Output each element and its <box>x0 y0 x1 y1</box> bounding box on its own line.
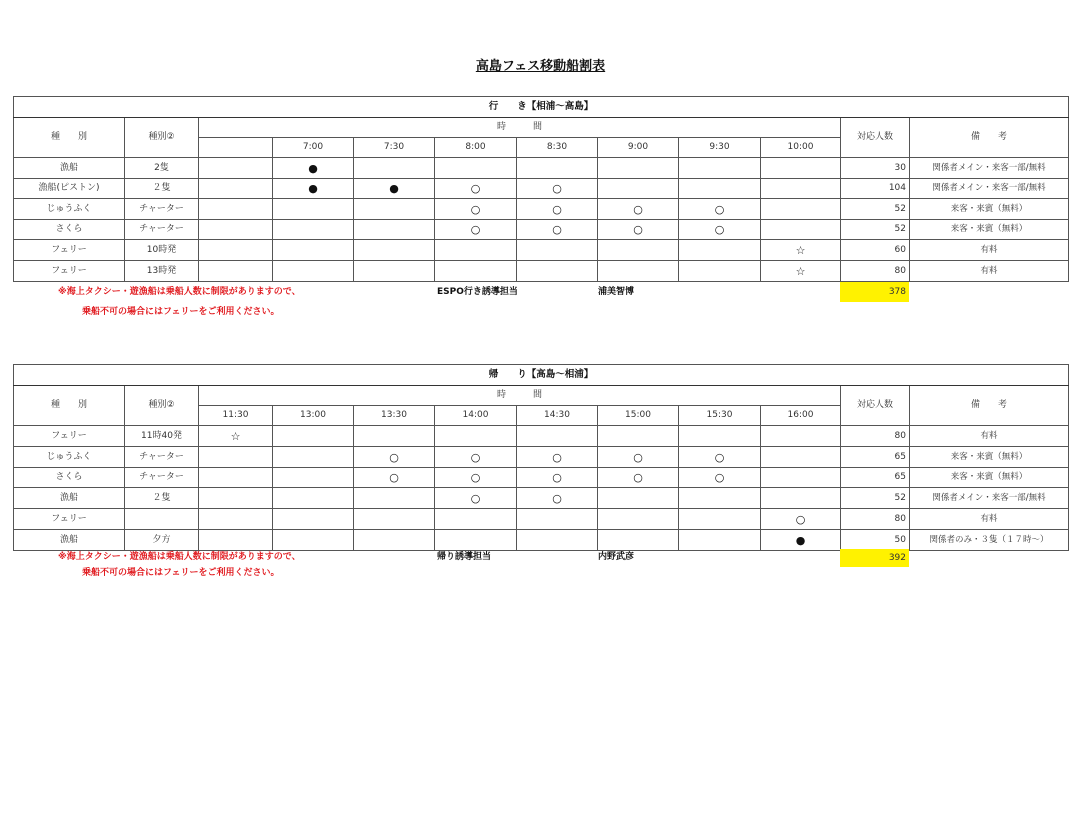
slot-cell: ○ <box>598 447 679 468</box>
slot-cell <box>199 468 273 488</box>
slot-cell <box>273 488 354 509</box>
slot-cell <box>679 426 761 447</box>
vessel-detail: 夕方 <box>125 530 199 551</box>
time-label: 7:30 <box>354 138 435 158</box>
slot-cell <box>517 509 598 530</box>
notes-cell: 関係者メイン・来客一部/無料 <box>910 158 1069 179</box>
slot-cell <box>354 158 435 179</box>
capacity-header: 対応人数 <box>841 386 910 426</box>
slot-cell: ○ <box>679 199 761 220</box>
capacity-cell: 104 <box>841 179 910 199</box>
capacity-warning-line2: 乗船不可の場合にはフェリーをご利用ください。 <box>82 568 280 578</box>
slot-cell <box>273 261 354 282</box>
slot-cell <box>199 447 273 468</box>
slot-cell <box>517 426 598 447</box>
table-row <box>14 261 1069 282</box>
slot-cell <box>598 240 679 261</box>
slot-cell <box>273 199 354 220</box>
vessel-detail: チャーター <box>125 447 199 468</box>
slot-cell <box>435 261 517 282</box>
vessel-type: さくら <box>14 220 125 240</box>
slot-cell: ○ <box>598 220 679 240</box>
vessel-detail: チャーター <box>125 199 199 220</box>
slot-cell <box>679 509 761 530</box>
slot-cell: ○ <box>517 488 598 509</box>
slot-cell <box>199 158 273 179</box>
guide-person-name: 浦美智博 <box>598 287 635 297</box>
time-label: 7:00 <box>273 138 354 158</box>
capacity-header: 対応人数 <box>841 118 910 158</box>
slot-cell <box>354 426 435 447</box>
slot-cell <box>354 530 435 551</box>
slot-cell <box>761 488 841 509</box>
slot-cell <box>354 488 435 509</box>
slot-cell <box>598 509 679 530</box>
page-title: 高島フェス移動船割表 <box>475 59 606 74</box>
slot-cell <box>273 468 354 488</box>
slot-cell <box>679 240 761 261</box>
capacity-cell: 80 <box>841 509 910 530</box>
capacity-warning-line1: ※海上タクシー・遊漁船は乗船人数に制限がありますので、 <box>58 552 301 562</box>
slot-cell: ○ <box>679 447 761 468</box>
slot-cell <box>354 509 435 530</box>
slot-cell: ○ <box>598 199 679 220</box>
slot-cell <box>273 240 354 261</box>
time-label: 10:00 <box>761 138 841 158</box>
vessel-detail: チャーター <box>125 468 199 488</box>
slot-cell: ○ <box>517 468 598 488</box>
slot-cell <box>273 530 354 551</box>
slot-cell <box>354 220 435 240</box>
type2-header: 種別② <box>125 386 199 426</box>
slot-cell <box>199 220 273 240</box>
vessel-detail <box>125 509 199 530</box>
vessel-type: フェリー <box>14 509 125 530</box>
slot-cell <box>435 509 517 530</box>
total-capacity-cell: 392 <box>840 549 909 567</box>
slot-cell: ○ <box>517 447 598 468</box>
table-heading-row <box>14 365 1069 386</box>
slot-cell: ● <box>354 179 435 199</box>
table-heading: 行 き【相浦～高島】 <box>14 97 1069 118</box>
header-row <box>14 118 1069 138</box>
notes-cell: 関係者のみ・３隻（１７時～） <box>910 530 1069 551</box>
slot-cell <box>199 530 273 551</box>
time-header: 時 間 <box>199 386 841 406</box>
time-label: 14:00 <box>435 406 517 426</box>
slot-cell <box>199 199 273 220</box>
vessel-type: 漁船(ピストン) <box>14 179 125 199</box>
slot-cell: ○ <box>517 199 598 220</box>
slot-cell <box>517 261 598 282</box>
slot-cell: ☆ <box>761 240 841 261</box>
slot-cell <box>199 179 273 199</box>
slot-cell <box>273 426 354 447</box>
time-label: 8:30 <box>517 138 598 158</box>
time-label: 9:30 <box>679 138 761 158</box>
slot-cell <box>598 530 679 551</box>
slot-cell <box>273 220 354 240</box>
time-label: 11:30 <box>199 406 273 426</box>
time-label: 15:30 <box>679 406 761 426</box>
slot-cell <box>199 240 273 261</box>
slot-cell <box>598 261 679 282</box>
capacity-cell: 52 <box>841 199 910 220</box>
capacity-cell: 65 <box>841 447 910 468</box>
slot-cell <box>679 261 761 282</box>
slot-cell <box>679 530 761 551</box>
table-row <box>14 468 1069 488</box>
capacity-cell: 50 <box>841 530 910 551</box>
vessel-detail: チャーター <box>125 220 199 240</box>
slot-cell <box>679 158 761 179</box>
slot-cell <box>354 199 435 220</box>
header-row <box>14 386 1069 406</box>
vessel-detail: 11時40発 <box>125 426 199 447</box>
notes-cell: 有料 <box>910 240 1069 261</box>
table-row <box>14 240 1069 261</box>
capacity-warning-line1: ※海上タクシー・遊漁船は乗船人数に制限がありますので、 <box>58 287 301 297</box>
slot-cell <box>435 426 517 447</box>
notes-cell: 有料 <box>910 261 1069 282</box>
notes-header: 備 考 <box>910 118 1069 158</box>
slot-cell <box>598 488 679 509</box>
guide-role-label: ESPO行き誘導担当 <box>437 287 518 297</box>
table-row <box>14 199 1069 220</box>
notes-cell: 有料 <box>910 426 1069 447</box>
table-row <box>14 426 1069 447</box>
slot-cell: ○ <box>354 447 435 468</box>
slot-cell <box>679 179 761 199</box>
slot-cell <box>517 530 598 551</box>
slot-cell: ○ <box>354 468 435 488</box>
notes-header: 備 考 <box>910 386 1069 426</box>
slot-cell <box>598 158 679 179</box>
time-label: 14:30 <box>517 406 598 426</box>
capacity-cell: 52 <box>841 488 910 509</box>
vessel-type: 漁船 <box>14 488 125 509</box>
slot-cell <box>761 199 841 220</box>
slot-cell <box>761 447 841 468</box>
slot-cell <box>598 426 679 447</box>
time-label: 15:00 <box>598 406 679 426</box>
table-row <box>14 447 1069 468</box>
vessel-detail: 2隻 <box>125 158 199 179</box>
slot-cell: ● <box>761 530 841 551</box>
slot-cell <box>354 261 435 282</box>
capacity-warning-line2: 乗船不可の場合にはフェリーをご利用ください。 <box>82 307 280 317</box>
table-row <box>14 488 1069 509</box>
slot-cell: ○ <box>761 509 841 530</box>
table-heading-row <box>14 97 1069 118</box>
notes-cell: 来客・来賓（無料） <box>910 199 1069 220</box>
notes-cell: 来客・来賓（無料） <box>910 220 1069 240</box>
outbound-schedule-table <box>13 96 1069 282</box>
slot-cell <box>273 509 354 530</box>
slot-cell <box>199 509 273 530</box>
table-row <box>14 158 1069 179</box>
slot-cell: ☆ <box>761 261 841 282</box>
time-label <box>199 138 273 158</box>
slot-cell: ○ <box>435 179 517 199</box>
table-row <box>14 509 1069 530</box>
vessel-type: フェリー <box>14 261 125 282</box>
capacity-cell: 80 <box>841 261 910 282</box>
slot-cell <box>199 261 273 282</box>
slot-cell <box>761 220 841 240</box>
time-label: 8:00 <box>435 138 517 158</box>
vessel-type: 漁船 <box>14 158 125 179</box>
vessel-detail: ２隻 <box>125 179 199 199</box>
slot-cell: ○ <box>679 468 761 488</box>
slot-cell <box>517 240 598 261</box>
time-label: 13:30 <box>354 406 435 426</box>
time-label: 13:00 <box>273 406 354 426</box>
slot-cell: ○ <box>679 220 761 240</box>
table-heading: 帰 り【高島～相浦】 <box>14 365 1069 386</box>
vessel-type: フェリー <box>14 426 125 447</box>
slot-cell: ○ <box>517 179 598 199</box>
time-label: 16:00 <box>761 406 841 426</box>
slot-cell <box>517 158 598 179</box>
type-header: 種 別 <box>14 118 125 158</box>
slot-cell: ○ <box>435 220 517 240</box>
slot-cell <box>435 530 517 551</box>
vessel-detail: 10時発 <box>125 240 199 261</box>
vessel-type: さくら <box>14 468 125 488</box>
capacity-cell: 65 <box>841 468 910 488</box>
vessel-detail: ２隻 <box>125 488 199 509</box>
table-row <box>14 179 1069 199</box>
slot-cell <box>435 158 517 179</box>
notes-cell: 関係者メイン・来客一部/無料 <box>910 179 1069 199</box>
slot-cell <box>273 447 354 468</box>
guide-role-label: 帰り誘導担当 <box>437 552 492 562</box>
slot-cell <box>679 488 761 509</box>
table-row <box>14 530 1069 551</box>
slot-cell <box>761 426 841 447</box>
slot-cell: ○ <box>435 199 517 220</box>
slot-cell: ● <box>273 179 354 199</box>
vessel-type: フェリー <box>14 240 125 261</box>
slot-cell <box>761 179 841 199</box>
capacity-cell: 80 <box>841 426 910 447</box>
table-row <box>14 220 1069 240</box>
slot-cell <box>761 158 841 179</box>
return-schedule-table <box>13 364 1069 551</box>
notes-cell: 関係者メイン・来客一部/無料 <box>910 488 1069 509</box>
guide-person-name: 内野武彦 <box>598 552 635 562</box>
slot-cell <box>199 488 273 509</box>
slot-cell: ○ <box>517 220 598 240</box>
slot-cell: ○ <box>435 468 517 488</box>
slot-cell <box>435 240 517 261</box>
slot-cell <box>598 179 679 199</box>
time-header: 時 間 <box>199 118 841 138</box>
capacity-cell: 52 <box>841 220 910 240</box>
notes-cell: 来客・来賓（無料） <box>910 447 1069 468</box>
type2-header: 種別② <box>125 118 199 158</box>
total-capacity-cell: 378 <box>840 282 909 302</box>
slot-cell: ○ <box>435 488 517 509</box>
type-header: 種 別 <box>14 386 125 426</box>
slot-cell <box>761 468 841 488</box>
slot-cell: ○ <box>435 447 517 468</box>
slot-cell <box>354 240 435 261</box>
notes-cell: 来客・来賓（無料） <box>910 468 1069 488</box>
vessel-type: じゅうふく <box>14 447 125 468</box>
vessel-type: じゅうふく <box>14 199 125 220</box>
vessel-detail: 13時発 <box>125 261 199 282</box>
slot-cell: ○ <box>598 468 679 488</box>
capacity-cell: 60 <box>841 240 910 261</box>
slot-cell: ☆ <box>199 426 273 447</box>
vessel-type: 漁船 <box>14 530 125 551</box>
slot-cell: ● <box>273 158 354 179</box>
notes-cell: 有料 <box>910 509 1069 530</box>
capacity-cell: 30 <box>841 158 910 179</box>
time-label: 9:00 <box>598 138 679 158</box>
